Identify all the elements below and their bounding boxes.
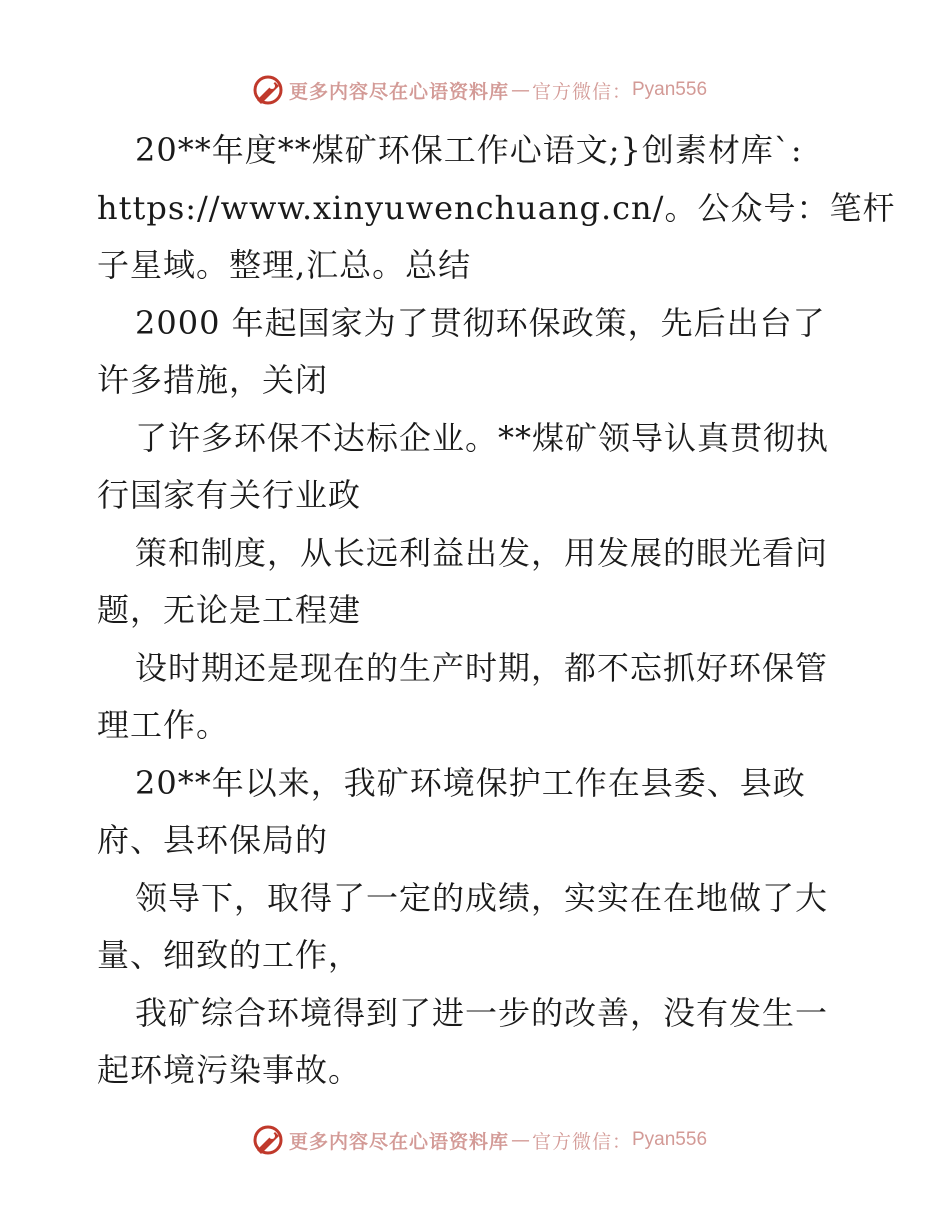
body-line: 了许多环保不达标企业。**煤矿领导认真贯彻执: [135, 418, 830, 457]
banner-wechat-id: Pyan556: [632, 79, 708, 100]
body-line: 2000 年起国家为了贯彻环保政策，先后出台了: [135, 303, 826, 342]
pen-logo-icon: [251, 1123, 285, 1157]
body-line: 领导下，取得了一定的成绩，实实在在地做了大: [135, 878, 829, 917]
body-line: https://www.xinyuwenchuang.cn/。公众号：笔杆: [97, 188, 896, 227]
body-line: 行国家有关行业政: [97, 476, 362, 514]
body-line: 设时期还是现在的生产时期，都不忘抓好环保管: [135, 648, 829, 687]
body-line: 许多措施，关闭: [97, 361, 329, 399]
body-line: 题，无论是工程建: [97, 591, 362, 629]
body-line: 理工作。: [97, 706, 230, 744]
body-line: 量、细致的工作，: [97, 936, 362, 974]
body-line: 20**年以来，我矿环境保护工作在县委、县政: [135, 763, 806, 802]
body-line: 起环境污染事故。: [97, 1051, 362, 1089]
banner-dash: —: [510, 79, 530, 101]
banner-wechat-label: 官方微信：: [531, 80, 632, 103]
banner-dash: —: [510, 1129, 530, 1151]
body-line: 策和制度，从长远利益出发，用发展的眼光看问: [135, 533, 829, 572]
footer-banner: [0, 1120, 950, 1160]
banner-wechat-id: Pyan556: [632, 1129, 708, 1150]
body-line: 子星域。整理,汇总。总结: [97, 246, 472, 284]
banner-wechat-label: 官方微信：: [531, 1130, 632, 1153]
banner-main-text: 更多内容尽在心语资料库: [288, 1130, 509, 1153]
body-line: 我矿综合环境得到了进一步的改善，没有发生一: [135, 993, 829, 1032]
body-line: 20**年度**煤矿环保工作心语文;}创素材库`:: [135, 131, 803, 169]
banner-main-text: 更多内容尽在心语资料库: [288, 80, 509, 103]
pen-logo-icon: [251, 73, 285, 107]
header-banner: [0, 70, 950, 110]
body-line: 府、县环保局的: [97, 821, 329, 859]
document-body: [97, 122, 896, 1100]
